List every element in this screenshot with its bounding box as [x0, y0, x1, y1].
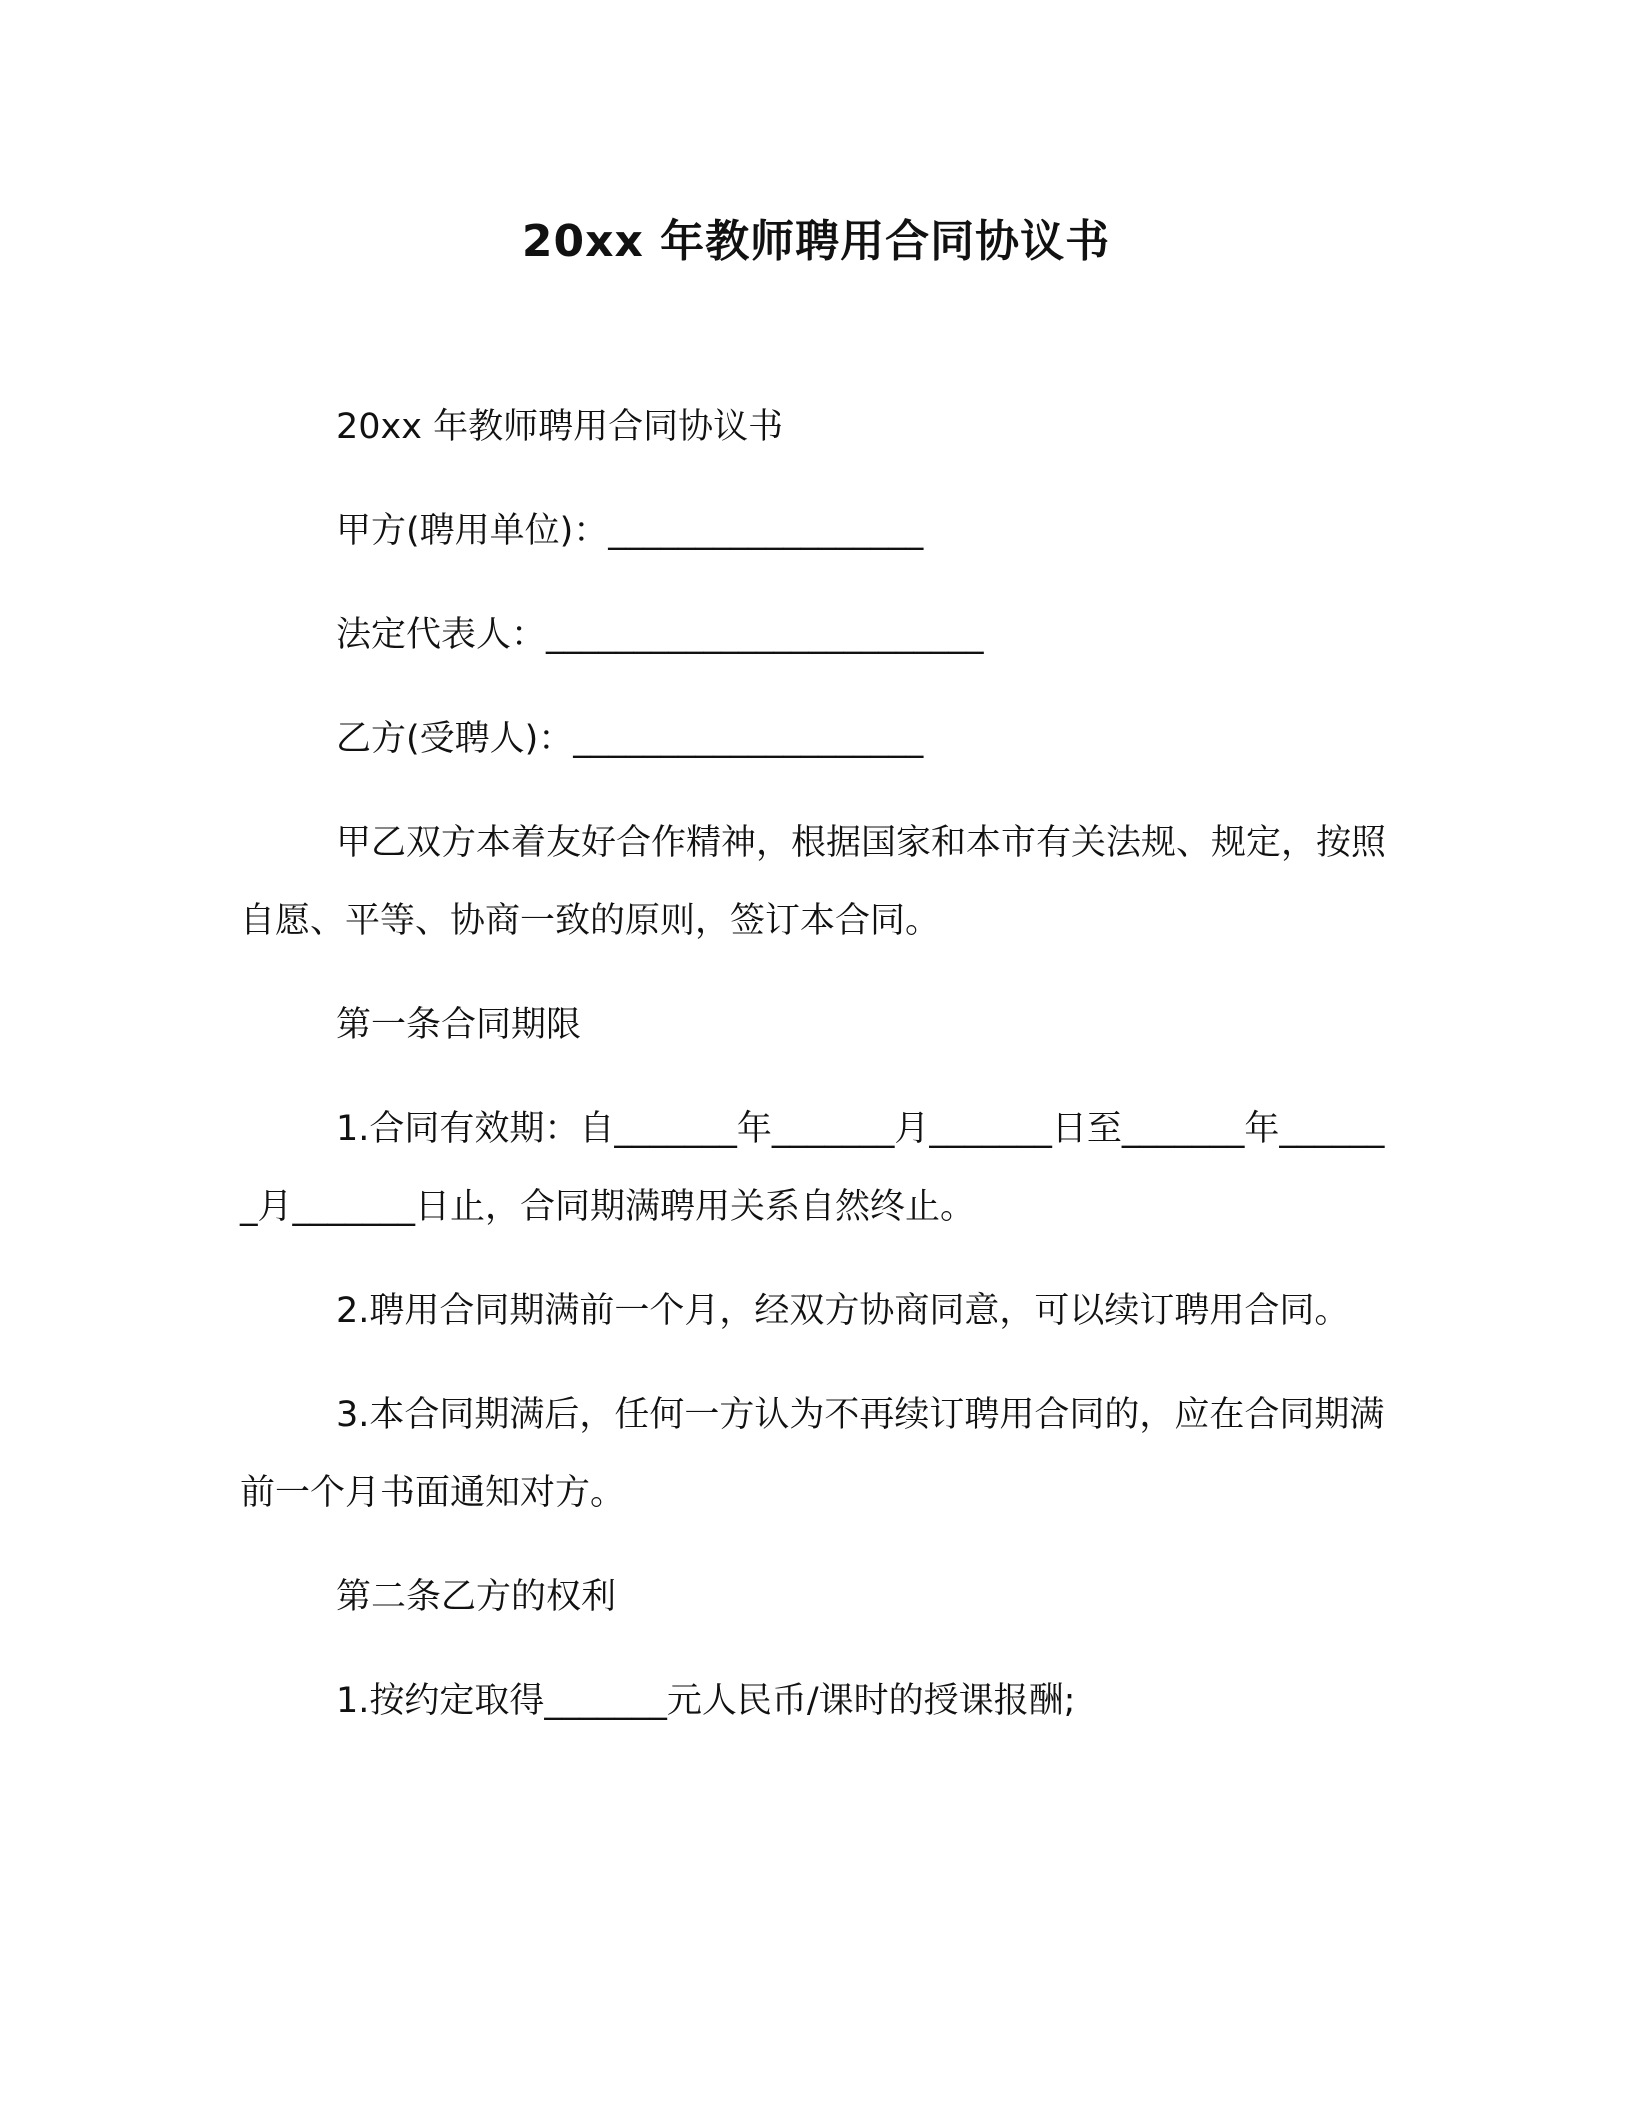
paragraph-party-a: 甲方(聘用单位)：__________________	[336, 511, 924, 551]
document-title: 20xx 年教师聘用合同协议书	[521, 216, 1111, 267]
paragraph-article-1-heading: 第一条合同期限	[336, 1005, 582, 1045]
paragraph-subtitle: 20xx 年教师聘用合同协议书	[336, 407, 784, 447]
paragraph-party-b: 乙方(受聘人)：____________________	[336, 719, 924, 759]
paragraph-article-1-item-1: 1.合同有效期：自_______年_______月_______日至_______年_______月_______日止，合同期满聘用关系自然终止。	[240, 1109, 1385, 1227]
paragraph-article-2-item-1: 1.按约定取得_______元人民币/课时的授课报酬;	[336, 1681, 1076, 1721]
paragraph-article-1-item-3: 3.本合同期满后，任何一方认为不再续订聘用合同的，应在合同期满前一个月书面通知对方。	[240, 1395, 1385, 1513]
paragraph-preamble: 甲乙双方本着友好合作精神，根据国家和本市有关法规、规定，按照自愿、平等、协商一致的原则，签订本合同。	[240, 823, 1387, 941]
paragraph-article-1-item-2: 2.聘用合同期满前一个月，经双方协商同意，可以续订聘用合同。	[336, 1291, 1350, 1331]
document-body	[240, 388, 1400, 1740]
paragraph-legal-representative: 法定代表人：_________________________	[336, 615, 984, 655]
paragraph-article-2-heading: 第二条乙方的权利	[336, 1577, 617, 1617]
